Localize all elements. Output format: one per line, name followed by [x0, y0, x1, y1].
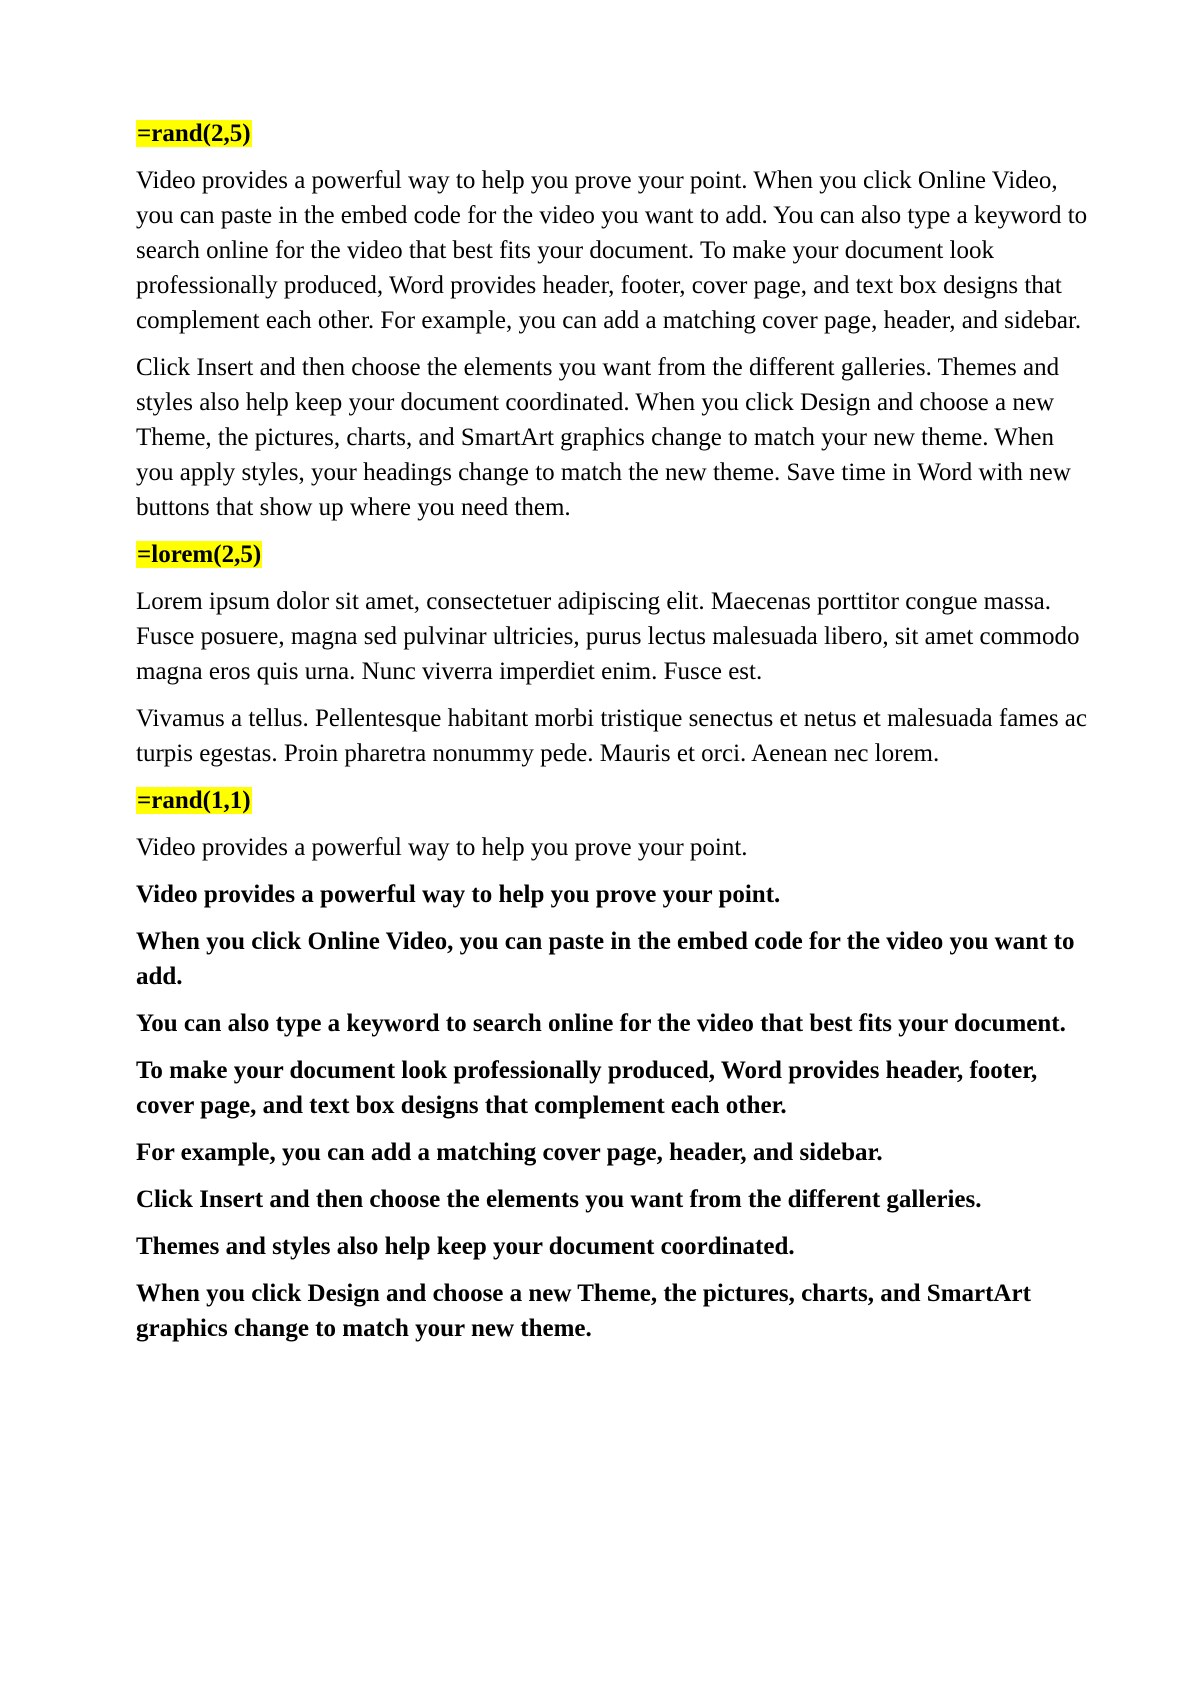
bold-paragraph: When you click Online Video, you can paste in the embed code for the video you want to add.: [136, 928, 1075, 990]
command-heading-lorem-2-5: [136, 537, 1096, 572]
bold-paragraph: You can also type a keyword to search online for the video that best fits your document.: [136, 1010, 1066, 1037]
body-paragraph: Lorem ipsum dolor sit amet, consectetuer adipiscing elit. Maecenas porttitor congue massa. Fusce posuere, magna sed pulvinar ultricies, purus lectus malesuada libero, sit amet commodo magna eros quis urna. Nunc viverra imperdiet enim. Fusce est.: [136, 588, 1080, 685]
body-paragraph: Video provides a powerful way to help you prove your point. When you click Online Video, you can paste in the embed code for the video you want to add. You can also type a keyword to search online for the video that best fits your document. To make your document look professionally produced, Word provides header, footer, cover page, and text box designs that complement each other. For example, you can add a matching cover page, header, and sidebar.: [136, 167, 1088, 334]
highlighted-command: =rand(1,1): [137, 787, 251, 814]
body-paragraph: Video provides a powerful way to help you prove your point.: [136, 834, 748, 861]
bold-paragraph: Video provides a powerful way to help you prove your point.: [136, 881, 781, 908]
bold-paragraph: Themes and styles also help keep your document coordinated.: [136, 1233, 795, 1260]
highlighted-command: =rand(2,5): [137, 120, 251, 147]
command-heading-rand-2-5: [136, 116, 1096, 151]
bold-paragraph: For example, you can add a matching cover page, header, and sidebar.: [136, 1139, 883, 1166]
highlighted-command: =lorem(2,5): [137, 541, 262, 568]
bold-paragraph: Click Insert and then choose the elements you want from the different galleries.: [136, 1186, 982, 1213]
document-page: [136, 116, 1096, 1358]
bold-paragraph: When you click Design and choose a new Theme, the pictures, charts, and SmartArt graphics change to match your new theme.: [136, 1280, 1031, 1342]
body-paragraph: Vivamus a tellus. Pellentesque habitant morbi tristique senectus et netus et malesuada fames ac turpis egestas. Proin pharetra nonummy pede. Mauris et orci. Aenean nec lorem.: [136, 705, 1088, 767]
bold-paragraph: To make your document look professionally produced, Word provides header, footer, cover page, and text box designs that complement each other.: [136, 1057, 1038, 1119]
body-paragraph: Click Insert and then choose the elements you want from the different galleries. Themes and styles also help keep your document coordinated. When you click Design and choose a new Theme, the pictures, charts, and SmartArt graphics change to match your new theme. When you apply styles, your headings change to match the new theme. Save time in Word with new buttons that show up where you need them.: [136, 354, 1071, 521]
command-heading-rand-1-1: [136, 783, 1096, 818]
